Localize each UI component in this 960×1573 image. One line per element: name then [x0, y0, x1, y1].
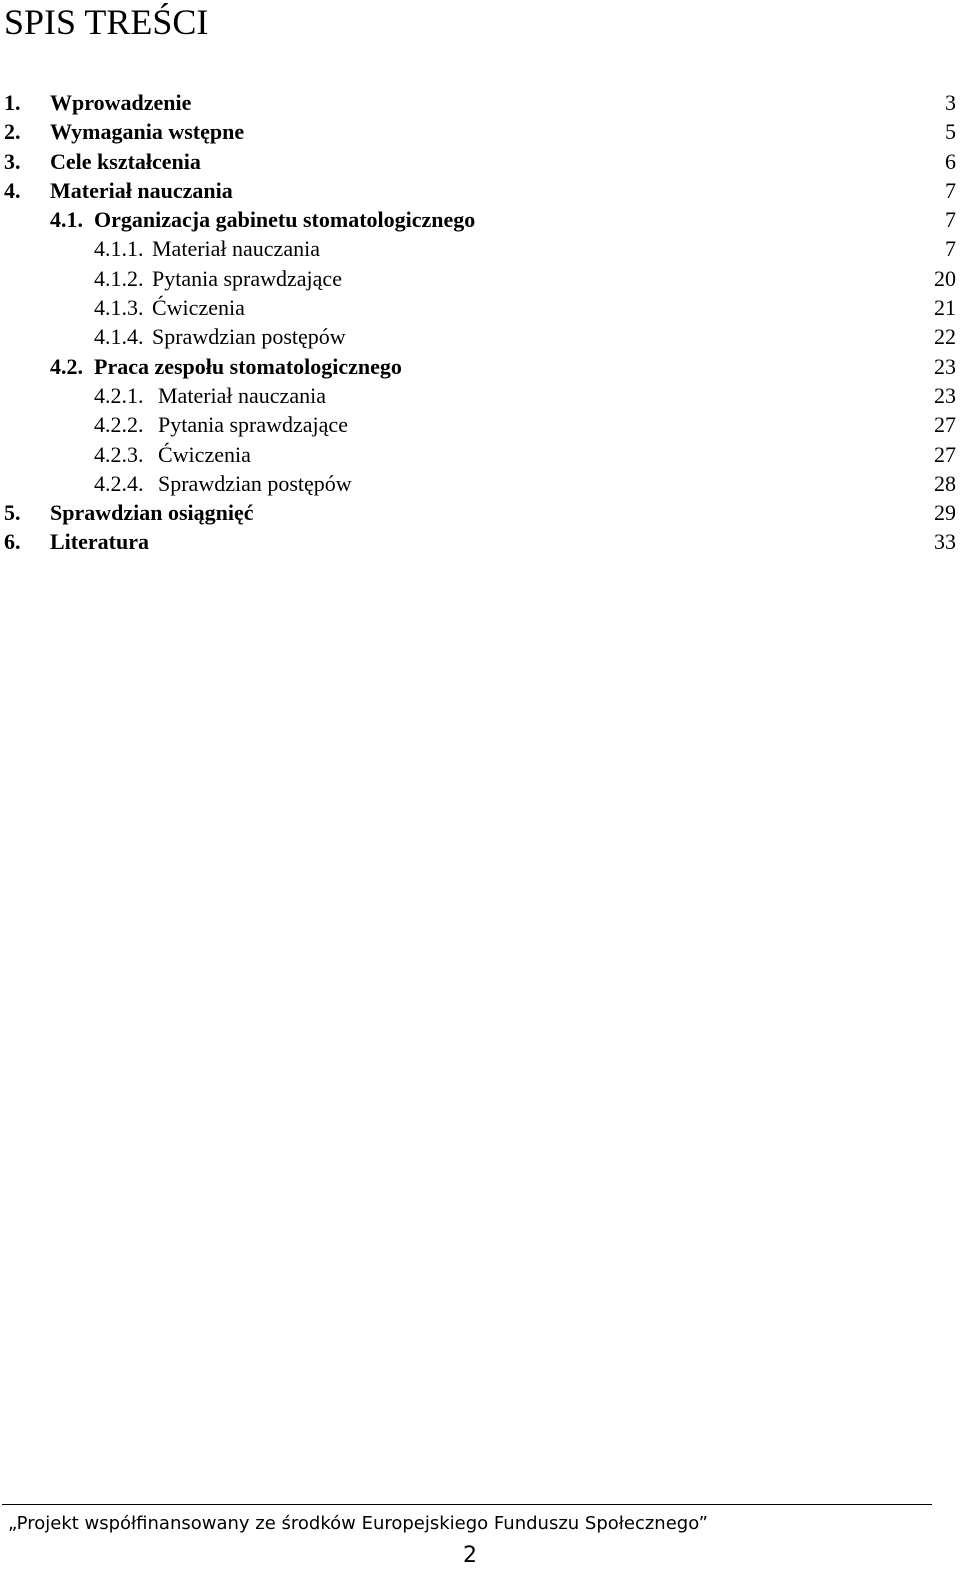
toc-entry-label: Sprawdzian postępów — [158, 470, 352, 496]
toc-entry-page: 21 — [934, 295, 956, 321]
toc-entry-number: 4.1.2. — [94, 265, 144, 291]
toc-entry-label: Materiał nauczania — [158, 382, 326, 408]
toc-entry-3[interactable] — [0, 147, 960, 176]
toc-entry-label: Wprowadzenie — [50, 90, 192, 115]
toc-entry-4-1-4[interactable] — [0, 322, 960, 351]
toc-entry-4-2-2[interactable] — [0, 410, 960, 439]
toc-entry-number: 4.2.2. — [94, 412, 144, 438]
toc-entry-4-2-3[interactable] — [0, 440, 960, 469]
toc-entry-4-2-1[interactable] — [0, 381, 960, 410]
toc-entry-page: 23 — [934, 382, 956, 408]
toc-entry-page: 7 — [945, 236, 956, 262]
toc-entry-number: 4.1.3. — [94, 295, 144, 321]
toc-entry-4-1-2[interactable] — [0, 264, 960, 293]
toc-entry-number: 1. — [4, 90, 21, 115]
toc-entry-page: 27 — [934, 412, 956, 438]
toc-entry-label: Praca zespołu stomatologicznego — [94, 353, 402, 379]
toc-entry-page: 22 — [934, 324, 956, 350]
toc-entry-4-1[interactable] — [0, 205, 960, 234]
toc-entry-6[interactable] — [0, 527, 960, 556]
toc-entry-label: Cele kształcenia — [50, 148, 201, 174]
toc-entry-label: Literatura — [50, 529, 149, 555]
toc-entry-page: 6 — [945, 148, 956, 174]
toc-entry-2[interactable] — [0, 117, 960, 146]
toc-entry-label: Ćwiczenia — [152, 295, 245, 321]
table-of-contents — [0, 88, 960, 557]
page-title: SPIS TREŚCI — [4, 2, 209, 42]
toc-entry-4-2-4[interactable] — [0, 469, 960, 498]
toc-entry-4[interactable] — [0, 176, 960, 205]
toc-entry-page: 27 — [934, 441, 956, 467]
toc-entry-page: 28 — [934, 470, 956, 496]
toc-entry-number: 4.1.1. — [94, 236, 144, 262]
toc-entry-number: 4.2.3. — [94, 441, 144, 467]
toc-entry-page: 5 — [945, 119, 956, 145]
toc-entry-1[interactable] — [0, 88, 960, 117]
toc-entry-page: 7 — [945, 177, 956, 203]
toc-entry-page: 29 — [934, 500, 956, 526]
toc-entry-label: Organizacja gabinetu stomatologicznego — [94, 207, 476, 233]
toc-entry-5[interactable] — [0, 498, 960, 527]
toc-entry-number: 6. — [4, 529, 21, 555]
toc-entry-page: 23 — [934, 353, 956, 379]
toc-entry-4-2[interactable] — [0, 352, 960, 381]
toc-entry-number: 4.2.4. — [94, 470, 144, 496]
toc-entry-number: 4.1. — [50, 207, 83, 233]
toc-entry-number: 3. — [4, 148, 21, 174]
toc-entry-page: 33 — [934, 529, 956, 555]
toc-entry-number: 5. — [4, 500, 21, 526]
toc-entry-label: Ćwiczenia — [158, 441, 251, 467]
toc-entry-page: 20 — [934, 265, 956, 291]
toc-entry-label: Pytania sprawdzające — [158, 412, 348, 438]
toc-entry-label: Sprawdzian postępów — [152, 324, 346, 350]
footer-divider — [2, 1504, 932, 1505]
toc-entry-label: Pytania sprawdzające — [152, 265, 342, 291]
toc-entry-label: Materiał nauczania — [50, 177, 233, 203]
toc-entry-number: 4. — [4, 177, 21, 203]
footer-funding-note: „Projekt współfinansowany ze środków Europejskiego Funduszu Społecznego” — [8, 1513, 708, 1534]
toc-entry-label: Materiał nauczania — [152, 236, 320, 262]
toc-entry-number: 4.2.1. — [94, 382, 144, 408]
toc-entry-4-1-3[interactable] — [0, 293, 960, 322]
toc-entry-page: 7 — [945, 207, 956, 233]
toc-entry-page: 3 — [945, 90, 956, 115]
toc-entry-4-1-1[interactable] — [0, 234, 960, 263]
toc-entry-number: 2. — [4, 119, 21, 145]
page-number: 2 — [463, 1543, 477, 1568]
toc-entry-number: 4.2. — [50, 353, 83, 379]
toc-entry-label: Wymagania wstępne — [50, 119, 245, 145]
toc-entry-number: 4.1.4. — [94, 324, 144, 350]
toc-entry-label: Sprawdzian osiągnięć — [50, 500, 254, 526]
